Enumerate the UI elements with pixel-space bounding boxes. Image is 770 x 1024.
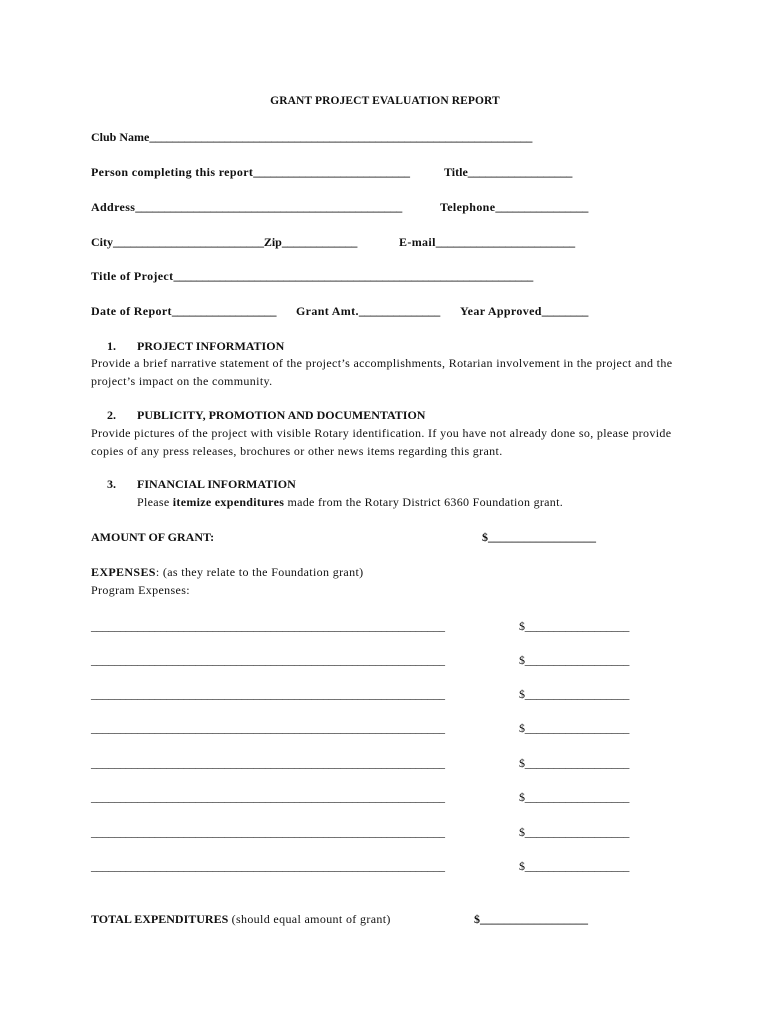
grant-amt-field[interactable]: ______________ bbox=[358, 304, 441, 318]
section-2-heading bbox=[91, 407, 425, 423]
year-field[interactable]: ________ bbox=[541, 304, 589, 318]
zip-label: Zip bbox=[263, 235, 282, 249]
section-3-number: 3. bbox=[107, 477, 116, 491]
project-title-field[interactable]: ______________________________________________________________ bbox=[173, 269, 534, 283]
section-1-heading bbox=[91, 338, 284, 354]
project-title-label: Title of Project bbox=[91, 269, 174, 283]
program-expenses-label: Program Expenses: bbox=[91, 583, 190, 597]
date-field[interactable]: __________________ bbox=[171, 304, 277, 318]
section-1-title: PROJECT INFORMATION bbox=[137, 339, 285, 353]
email-field[interactable]: ________________________ bbox=[435, 235, 575, 249]
section-3-text-after: made from the Rotary District 6360 Foundation grant. bbox=[284, 495, 564, 509]
total-expenditures-heading bbox=[91, 911, 391, 927]
section-2-title: PUBLICITY, PROMOTION AND DOCUMENTATION bbox=[137, 408, 426, 422]
club-name-field[interactable]: __________________________________________________________________ bbox=[149, 130, 533, 144]
date-row bbox=[91, 303, 276, 319]
person-field[interactable]: ___________________________ bbox=[253, 165, 410, 179]
expenses-heading bbox=[91, 564, 363, 580]
date-label: Date of Report bbox=[91, 304, 172, 318]
section-2-number: 2. bbox=[107, 408, 116, 422]
expenses-note: : (as they relate to the Foundation grant) bbox=[155, 565, 364, 579]
telephone-row bbox=[440, 199, 588, 215]
city-row bbox=[91, 234, 357, 250]
address-field[interactable]: ______________________________________________ bbox=[135, 200, 403, 214]
grant-amt-label: Grant Amt. bbox=[296, 304, 359, 318]
amount-of-grant-label: AMOUNT OF GRANT: bbox=[91, 530, 215, 544]
title-label: Title bbox=[444, 165, 468, 179]
club-name-row bbox=[91, 129, 532, 145]
expense-amount-field[interactable]: $__________________ bbox=[519, 721, 630, 735]
expense-amount-field[interactable]: $__________________ bbox=[519, 825, 630, 839]
grant-amt-row bbox=[296, 303, 440, 319]
section-3-text-before: Please bbox=[137, 495, 173, 509]
expense-description-field[interactable]: _____________________________________________________________ bbox=[91, 825, 445, 839]
section-3-text-bold: itemize expenditures bbox=[172, 495, 285, 509]
email-row bbox=[399, 234, 575, 250]
city-label: City bbox=[91, 235, 113, 249]
expense-description-field[interactable]: _____________________________________________________________ bbox=[91, 721, 445, 735]
section-3-title: FINANCIAL INFORMATION bbox=[137, 477, 296, 491]
expense-amount-field[interactable]: $__________________ bbox=[519, 653, 630, 667]
expense-description-field[interactable]: _____________________________________________________________ bbox=[91, 756, 445, 770]
telephone-label: Telephone bbox=[440, 200, 496, 214]
section-1-text: Provide a brief narrative statement of the project’s accomplishments, Rotarian involvement in the project and the project’s impact on the community. bbox=[91, 356, 673, 388]
year-row bbox=[460, 303, 588, 319]
person-label: Person completing this report bbox=[91, 165, 254, 179]
address-row bbox=[91, 199, 402, 215]
total-expenditures-note: (should equal amount of grant) bbox=[228, 912, 391, 926]
expenses-label: EXPENSES bbox=[91, 565, 156, 579]
title-field[interactable]: __________________ bbox=[467, 165, 573, 179]
address-label: Address bbox=[91, 200, 136, 214]
expense-amount-field[interactable]: $__________________ bbox=[519, 756, 630, 770]
section-3-text bbox=[137, 494, 563, 510]
person-row bbox=[91, 164, 410, 180]
expense-description-field[interactable]: _____________________________________________________________ bbox=[91, 790, 445, 804]
expense-amount-field[interactable]: $__________________ bbox=[519, 619, 630, 633]
expense-description-field[interactable]: _____________________________________________________________ bbox=[91, 653, 445, 667]
city-field[interactable]: __________________________ bbox=[113, 235, 264, 249]
year-label: Year Approved bbox=[460, 304, 542, 318]
total-expenditures-label: TOTAL EXPENDITURES bbox=[91, 912, 229, 926]
telephone-field[interactable]: ________________ bbox=[495, 200, 589, 214]
expense-description-field[interactable]: _____________________________________________________________ bbox=[91, 859, 445, 873]
section-1-number: 1. bbox=[107, 339, 116, 353]
expense-amount-field[interactable]: $__________________ bbox=[519, 859, 630, 873]
project-title-row bbox=[91, 268, 533, 284]
title-row bbox=[444, 164, 572, 180]
expense-description-field[interactable]: _____________________________________________________________ bbox=[91, 619, 445, 633]
page-title: GRANT PROJECT EVALUATION REPORT bbox=[270, 95, 500, 107]
email-label: E-mail bbox=[399, 235, 436, 249]
expense-amount-field[interactable]: $__________________ bbox=[519, 790, 630, 804]
expense-amount-field[interactable]: $__________________ bbox=[519, 687, 630, 701]
amount-of-grant-field[interactable]: $__________________ bbox=[482, 530, 596, 544]
section-2-text: Provide pictures of the project with visible Rotary identification. If you have not already done so, please provide copies of any press releases, brochures or other news items regarding this grant. bbox=[91, 426, 672, 458]
club-name-label: Club Name bbox=[91, 130, 150, 144]
section-3-heading bbox=[91, 476, 296, 492]
expense-description-field[interactable]: _____________________________________________________________ bbox=[91, 687, 445, 701]
total-expenditures-field[interactable]: $__________________ bbox=[474, 912, 588, 926]
zip-field[interactable]: _____________ bbox=[281, 235, 358, 249]
